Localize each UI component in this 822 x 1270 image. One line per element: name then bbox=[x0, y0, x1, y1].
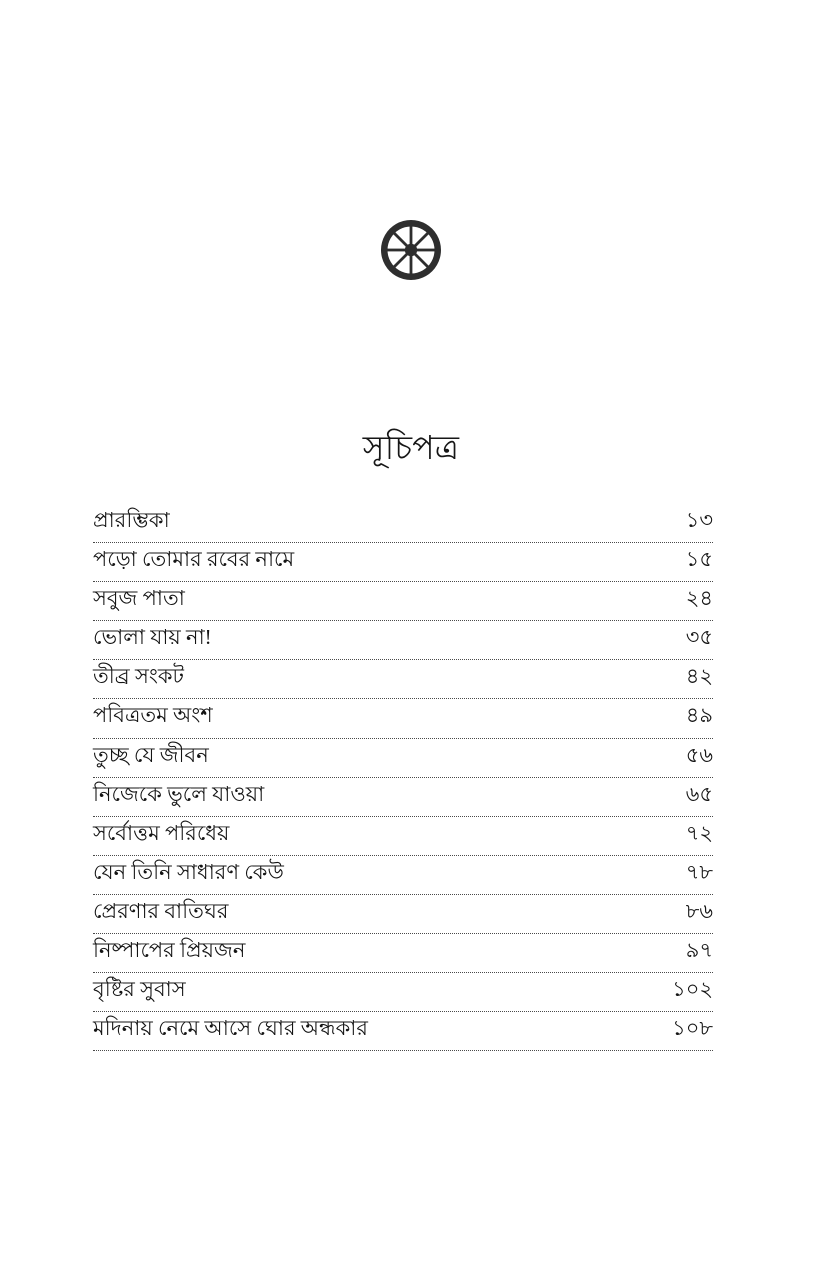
toc-entry-page-number: ৪৯ bbox=[685, 703, 713, 728]
toc-entry-page-number: ৭৮ bbox=[685, 859, 713, 884]
toc-entry-page-number: ৭২ bbox=[685, 820, 713, 845]
toc-entry-title: পড়ো তোমার রবের নামে bbox=[93, 547, 295, 572]
toc-row[interactable] bbox=[93, 856, 713, 895]
toc-entry-title: বৃষ্টির সুবাস bbox=[93, 977, 186, 1002]
toc-row[interactable] bbox=[93, 739, 713, 778]
toc-entry-page-number: ১০২ bbox=[672, 977, 713, 1002]
page-title: সূচিপত্র bbox=[362, 431, 460, 467]
toc-entry-page-number: ৮৬ bbox=[685, 898, 713, 923]
toc-row[interactable] bbox=[93, 699, 713, 738]
toc-row[interactable] bbox=[93, 778, 713, 817]
toc-entry-title: যেন তিনি সাধারণ কেউ bbox=[93, 859, 284, 884]
toc-row[interactable] bbox=[93, 621, 713, 660]
wheel-rosette-ornament bbox=[381, 220, 441, 280]
toc-entry-page-number: ৯৭ bbox=[685, 938, 713, 963]
toc-entry-page-number: ৫৬ bbox=[685, 742, 713, 767]
toc-row[interactable] bbox=[93, 895, 713, 934]
toc-entry-page-number: ১৩ bbox=[685, 508, 713, 532]
toc-entry-title: পবিত্রতম অংশ bbox=[93, 703, 213, 728]
toc-entry-page-number: ১৫ bbox=[685, 547, 713, 572]
toc-entry-title: প্রারম্ভিকা bbox=[93, 508, 170, 532]
toc-entry-title: নিষ্পাপের প্রিয়জন bbox=[93, 938, 246, 963]
toc-entry-page-number: ২৪ bbox=[685, 586, 713, 611]
toc-row[interactable] bbox=[93, 1012, 713, 1051]
toc-row[interactable] bbox=[93, 543, 713, 582]
toc-entry-title: নিজেকে ভুলে যাওয়া bbox=[93, 781, 265, 806]
toc-entry-page-number: ১০৮ bbox=[672, 1016, 713, 1041]
toc-row[interactable] bbox=[93, 582, 713, 621]
table-of-contents-list bbox=[93, 504, 713, 1051]
toc-entry-page-number: ৪২ bbox=[685, 664, 713, 689]
toc-entry-title: ভোলা যায় না! bbox=[93, 625, 212, 650]
toc-entry-page-number: ৬৫ bbox=[685, 781, 713, 806]
toc-row[interactable] bbox=[93, 934, 713, 973]
toc-entry-title: তুচ্ছ যে জীবন bbox=[93, 742, 209, 767]
toc-entry-title: সর্বোত্তম পরিধেয় bbox=[93, 820, 230, 845]
toc-entry-title: প্রেরণার বাতিঘর bbox=[93, 898, 229, 923]
toc-row[interactable] bbox=[93, 817, 713, 856]
toc-entry-title: সবুজ পাতা bbox=[93, 586, 185, 611]
toc-entry-title: মদিনায় নেমে আসে ঘোর অন্ধকার bbox=[93, 1016, 368, 1041]
toc-row[interactable] bbox=[93, 973, 713, 1012]
ornament-container bbox=[0, 220, 822, 280]
toc-entry-title: তীব্র সংকট bbox=[93, 664, 184, 689]
toc-row[interactable] bbox=[93, 660, 713, 699]
toc-entry-page-number: ৩৫ bbox=[685, 625, 713, 650]
toc-row[interactable] bbox=[93, 504, 713, 543]
